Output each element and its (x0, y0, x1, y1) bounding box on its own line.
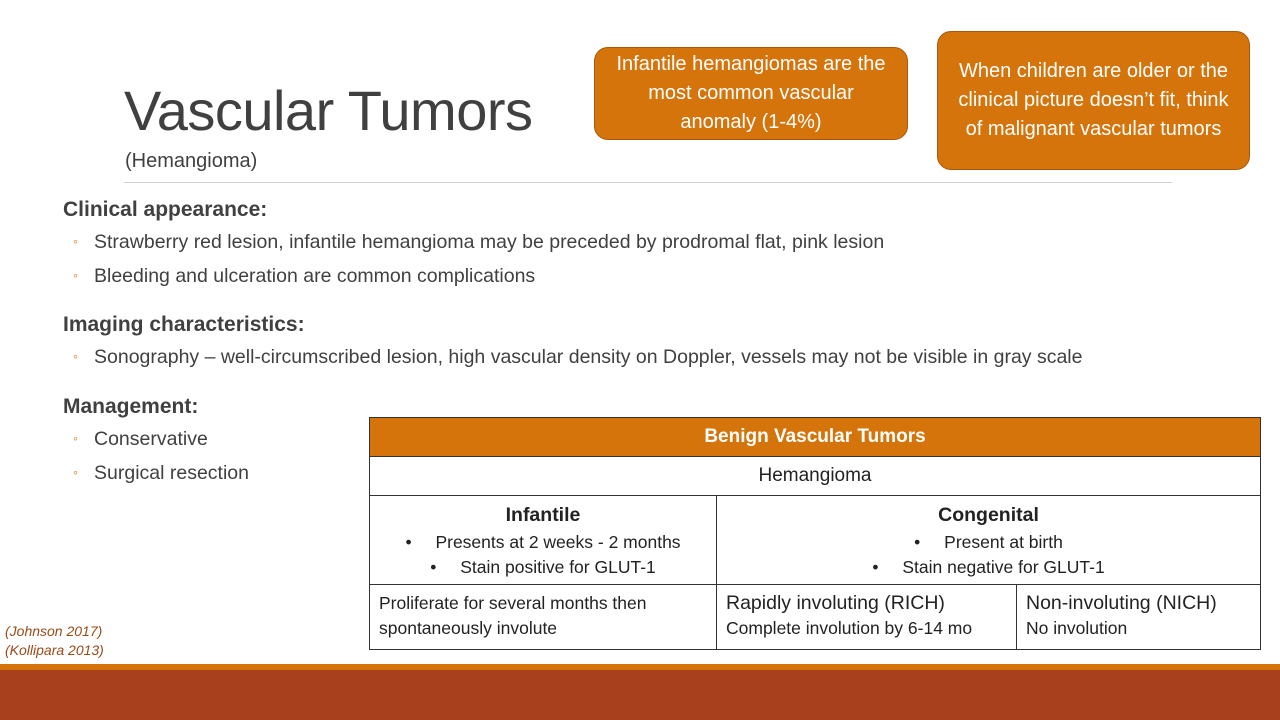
table-bullet-text: Stain negative for GLUT-1 (902, 557, 1105, 577)
bullet-dot-icon: • (430, 557, 437, 577)
title-divider (124, 182, 1172, 183)
footer-bar (0, 670, 1280, 720)
bullet-circle-icon: ◦ (73, 267, 78, 283)
bullet-text: Bleeding and ulceration are common complications (94, 265, 536, 287)
bullet-text: Conservative (94, 428, 208, 450)
congenital-title: Congenital (938, 504, 1039, 526)
table-bullet-text: Presents at 2 weeks - 2 months (435, 532, 681, 552)
table-bullet-item (717, 530, 1260, 555)
bullet-circle-icon: ◦ (73, 464, 78, 480)
table-bullet-text: Present at birth (944, 532, 1063, 552)
rich-title: Rapidly involuting (RICH) (726, 592, 945, 614)
bullet-dot-icon: • (914, 532, 921, 552)
table-header: Benign Vascular Tumors (370, 418, 1261, 457)
benign-vascular-tumors-table (369, 417, 1260, 650)
table-bullet-text: Stain positive for GLUT-1 (460, 557, 656, 577)
nich-title: Non-involuting (NICH) (1026, 592, 1217, 614)
bullet-circle-icon: ◦ (73, 233, 78, 249)
infantile-title: Infantile (505, 504, 581, 526)
table-bullet-item (370, 530, 716, 555)
callout-text: Infantile hemangiomas are the most common vascular anomaly (1-4%) (616, 53, 886, 133)
bullet-text: Sonography – well-circumscribed lesion, high vascular density on Doppler, vessels may not be visible in gray scale (94, 346, 1083, 368)
bullet-item (73, 346, 1082, 369)
bullet-item (73, 265, 535, 288)
bullet-circle-icon: ◦ (73, 348, 78, 364)
reference-item: (Kollipara 2013) (5, 642, 104, 658)
bullet-dot-icon: • (872, 557, 879, 577)
table-subheader: Hemangioma (370, 457, 1261, 496)
rich-detail: Complete involution by 6-14 mo (726, 618, 973, 638)
section-heading-imaging: Imaging characteristics: (63, 313, 305, 336)
bullet-dot-icon: • (405, 532, 412, 552)
table-bullet-item (717, 555, 1260, 580)
callout-text: When children are older or the clinical picture doesn’t fit, think of malignant vascular tumors (958, 60, 1229, 140)
bullet-text: Surgical resection (94, 462, 249, 484)
congenital-cell (717, 496, 1261, 585)
section-heading-management: Management: (63, 395, 199, 418)
infantile-detail-cell (370, 585, 717, 650)
section-heading-clinical: Clinical appearance: (63, 198, 268, 221)
callout-most-common (594, 47, 908, 140)
bullet-item (73, 231, 884, 254)
reference-item: (Johnson 2017) (5, 623, 103, 639)
infantile-detail-line: Proliferate for several months then (379, 593, 647, 613)
callout-malignant (937, 31, 1250, 170)
bullet-text: Strawberry red lesion, infantile hemangioma may be preceded by prodromal flat, pink lesion (94, 231, 885, 253)
infantile-cell (370, 496, 717, 585)
nich-detail: No involution (1026, 618, 1128, 638)
table-bullet-item (370, 555, 716, 580)
bullet-circle-icon: ◦ (73, 430, 78, 446)
slide-title: Vascular Tumors (124, 79, 533, 142)
slide-subtitle: (Hemangioma) (125, 150, 258, 172)
rich-cell (717, 585, 1017, 650)
bullet-item (73, 462, 249, 485)
references (5, 622, 104, 660)
bullet-item (73, 428, 208, 451)
infantile-detail-line: spontaneously involute (379, 618, 558, 638)
nich-cell (1017, 585, 1261, 650)
